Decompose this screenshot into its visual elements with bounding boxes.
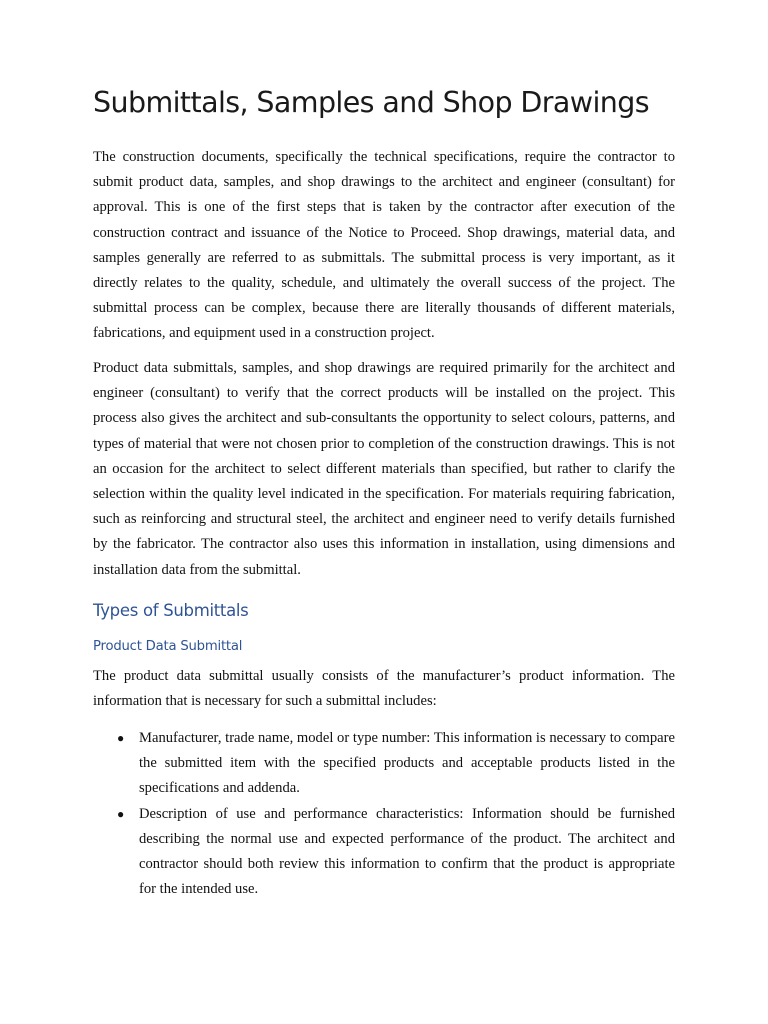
requirements-list [117, 726, 675, 902]
bullet-icon: ● [117, 806, 125, 821]
document-title: Submittals, Samples and Shop Drawings [93, 86, 649, 119]
subsection-heading-product-data-submittal: Product Data Submittal [93, 639, 243, 654]
bullet-icon: ● [117, 731, 125, 745]
list-item [117, 802, 675, 903]
list-item-text: Description of use and performance characteristics: Information should be furnished describing the normal use and expected performance of the product. The architect and contractor should both review this information to confirm that the product is appropriate for the intended use. [139, 805, 675, 898]
list-item [117, 726, 675, 802]
body-paragraph: Product data submittals, samples, and shop drawings are required primarily for the architect and engineer (consultant) to verify that the correct products will be installed on the project. This process also gives the architect and sub-consultants the opportunity to select colours, patterns, and types of material that were not chosen prior to completion of the construction drawings. This is not an occasion for the architect to select different materials than specified, but rather to clarify the selection within the quality level indicated in the specification. For materials requiring fabrication, such as reinforcing and structural steel, the architect and engineer need to verify details furnished by the fabricator. The contractor also uses this information in installation, using dimensions and installation data from the submittal. [93, 360, 675, 578]
section-heading-types-of-submittals: Types of Submittals [93, 601, 249, 620]
intro-paragraph: The construction documents, specifically the technical specifications, require the contractor to submit product data, samples, and shop drawings to the architect and engineer (consultant) for approval. This is one of the first steps that is taken by the contractor after execution of the construction contract and issuance of the Notice to Proceed. Shop drawings, material data, and samples generally are referred to as submittals. The submittal process is very important, as it directly relates to the quality, schedule, and ultimately the overall success of the project. The submittal process can be complex, because there are literally thousands of different materials, fabrications, and equipment used in a construction project. [93, 149, 675, 342]
subsection-paragraph: The product data submittal usually consists of the manufacturer’s product information. The information that is necessary for such a submittal includes: [93, 668, 675, 710]
list-item-text: Manufacturer, trade name, model or type number: This information is necessary to compare the submitted item with the specified products and acceptable products listed in the specifications and addenda. [139, 730, 675, 797]
